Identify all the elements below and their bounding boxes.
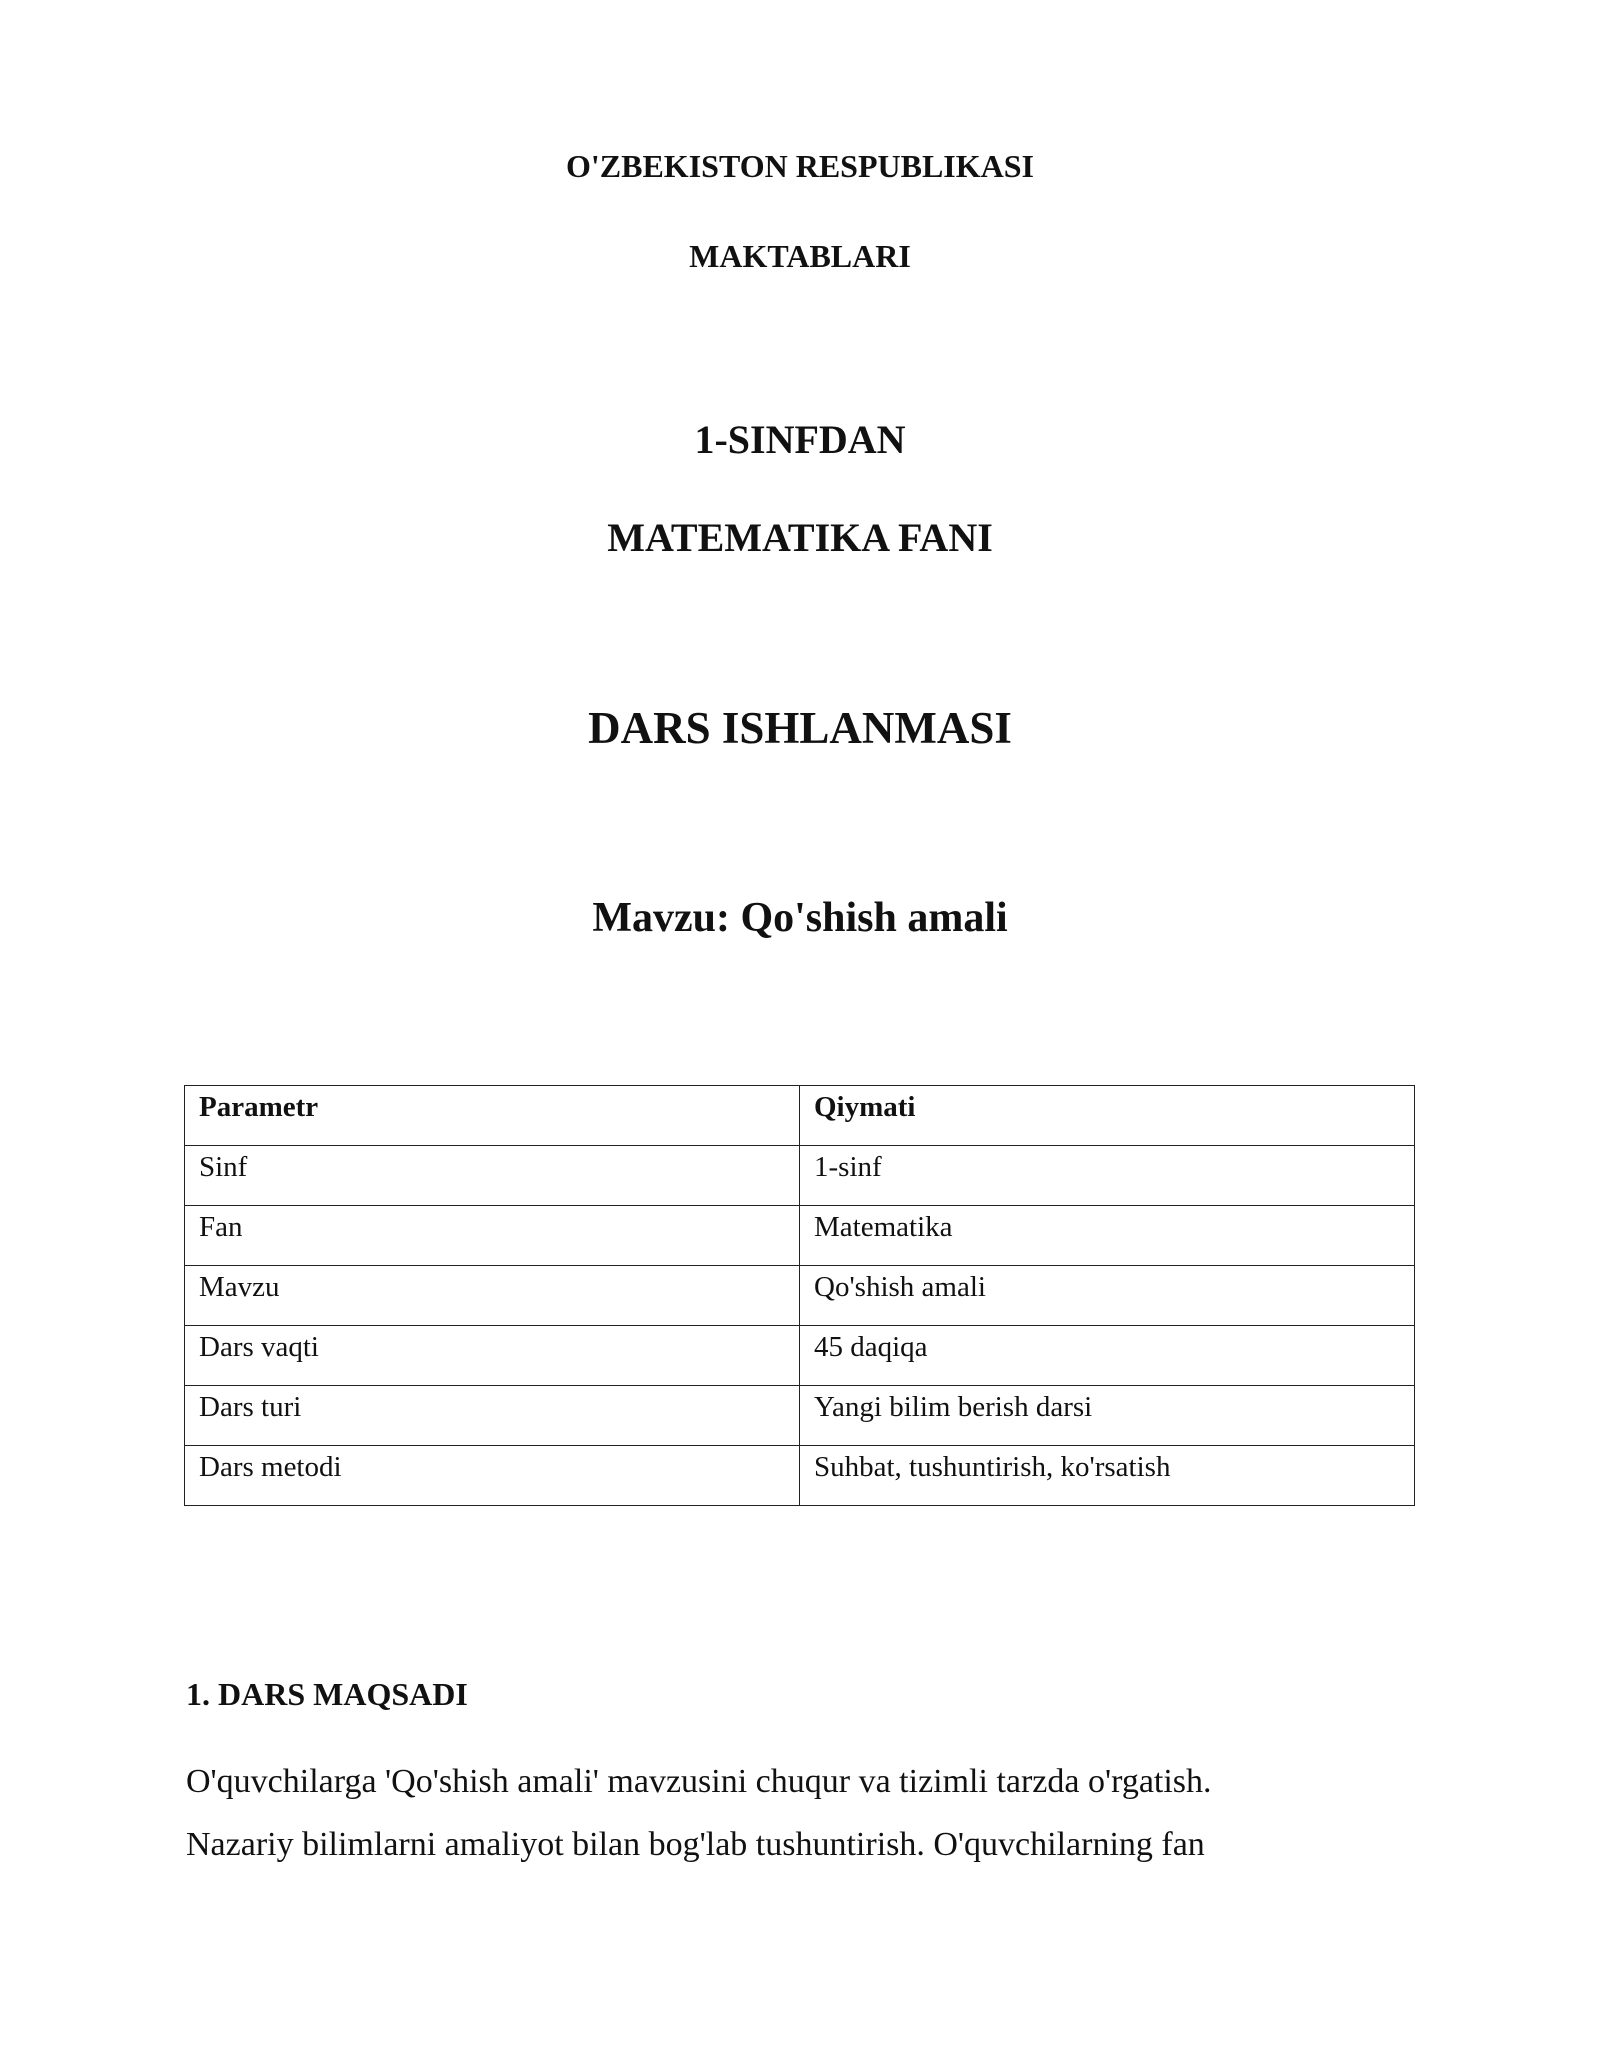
table-cell-parameter: Sinf [185,1146,800,1206]
table-row [185,1446,1415,1506]
parameters-table [184,1085,1415,1506]
grade-title: 1-SINFDAN [694,417,906,462]
table-row [185,1326,1415,1386]
table-header-row [185,1086,1415,1146]
table-cell-value: Matematika [800,1206,1415,1266]
section-heading-lesson-goal: 1. DARS MAQSADI [186,1676,468,1712]
table-cell-value: 45 daqiqa [800,1326,1415,1386]
topic-title: Mavzu: Qo'shish amali [592,895,1008,941]
header-schools: MAKTABLARI [689,238,911,274]
subject-title: MATEMATIKA FANI [607,515,993,560]
table-cell-value: Qo'shish amali [800,1266,1415,1326]
table-header-parameter: Parametr [185,1086,800,1146]
table-cell-parameter: Dars turi [185,1386,800,1446]
table-cell-value: 1-sinf [800,1146,1415,1206]
paragraph-line: O'quvchilarga 'Qo'shish amali' mavzusini chuqur va tizimli tarzda o'rgatish. [186,1763,1212,1800]
table-cell-parameter: Mavzu [185,1266,800,1326]
table-cell-value: Yangi bilim berish darsi [800,1386,1415,1446]
document-title: DARS ISHLANMASI [588,703,1012,753]
table-row [185,1206,1415,1266]
header-republic: O'ZBEKISTON RESPUBLIKASI [565,148,1034,184]
table-cell-parameter: Fan [185,1206,800,1266]
table-header-value: Qiymati [800,1086,1415,1146]
table-row [185,1266,1415,1326]
paragraph-line: Nazariy bilimlarni amaliyot bilan bog'lab tushuntirish. O'quvchilarning fan [186,1826,1205,1863]
table-row [185,1146,1415,1206]
table-cell-parameter: Dars vaqti [185,1326,800,1386]
table-row [185,1386,1415,1446]
table-cell-value: Suhbat, tushuntirish, ko'rsatish [800,1446,1415,1506]
table-cell-parameter: Dars metodi [185,1446,800,1506]
